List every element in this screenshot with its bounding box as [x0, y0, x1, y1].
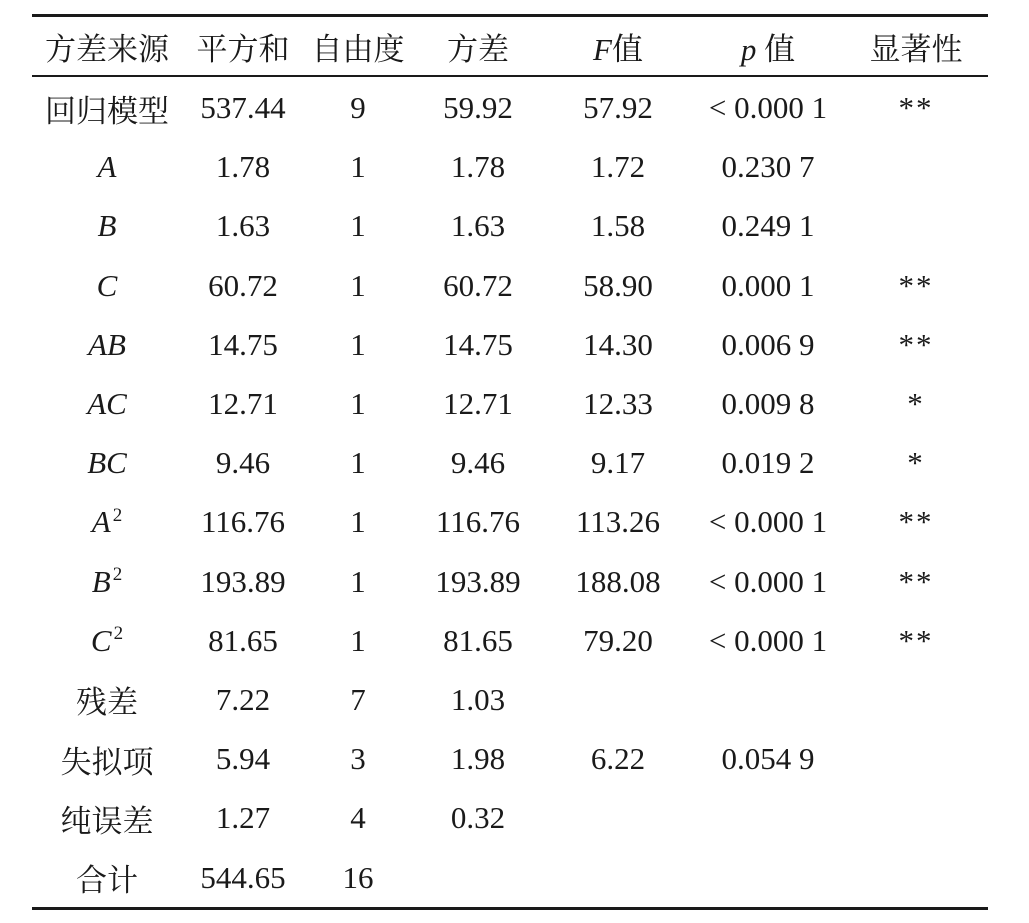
cell-p-value: < 0.000 1 — [708, 563, 828, 599]
table-row — [32, 493, 988, 552]
cell-f-value: 6.22 — [590, 741, 646, 777]
cell-p-value: 0.249 1 — [721, 208, 815, 244]
cell-mean-square: 116.76 — [435, 504, 521, 540]
anova-table-body — [32, 77, 988, 908]
cell-sum-of-squares: 116.76 — [200, 504, 286, 540]
source-label: B — [91, 563, 111, 599]
cell-df: 3 — [350, 741, 366, 777]
header-f-symbol: F — [593, 31, 612, 67]
cell-sum-of-squares: 1.27 — [215, 800, 271, 836]
cell-sum-of-squares: 81.65 — [208, 622, 278, 658]
cell-significance: ** — [898, 563, 934, 599]
source-label: AB — [88, 326, 126, 362]
cell-sum-of-squares: 1.78 — [215, 149, 271, 185]
cell-mean-square: 14.75 — [443, 326, 513, 362]
cell-significance: * — [907, 445, 925, 481]
cell-significance: ** — [898, 504, 934, 540]
cell-f-value: 9.17 — [590, 445, 646, 481]
cell-df: 1 — [350, 149, 366, 185]
cell-sum-of-squares: 544.65 — [200, 859, 286, 895]
cell-sum-of-squares: 9.46 — [215, 445, 271, 481]
cell-source — [32, 848, 182, 907]
cell-source — [32, 730, 182, 789]
source-label: 合计 — [76, 863, 138, 899]
cell-f-value — [544, 670, 692, 729]
cell-p-value — [692, 789, 844, 848]
header-sum-of-squares: 平方和 — [196, 31, 290, 67]
table-row — [32, 197, 988, 256]
cell-mean-square: 81.65 — [443, 622, 513, 658]
cell-sum-of-squares: 14.75 — [208, 326, 278, 362]
header-f-suffix: 值 — [611, 31, 643, 67]
cell-f-value: 58.90 — [583, 267, 653, 303]
cell-source — [32, 611, 182, 670]
table-row — [32, 77, 988, 138]
source-superscript: 2 — [112, 505, 123, 527]
cell-df: 1 — [350, 267, 366, 303]
table-body — [32, 77, 988, 908]
cell-mean-square: 9.46 — [450, 445, 506, 481]
header-p-symbol: p — [740, 31, 757, 67]
cell-mean-square: 12.71 — [443, 386, 513, 422]
cell-p-value: 0.230 7 — [721, 149, 815, 185]
header-p-value — [692, 17, 844, 75]
source-superscript: 2 — [113, 623, 124, 645]
table-row — [32, 611, 988, 670]
cell-df: 9 — [350, 90, 366, 126]
cell-significance — [844, 789, 988, 848]
cell-significance — [844, 197, 988, 256]
cell-f-value: 14.30 — [583, 326, 653, 362]
cell-source — [32, 256, 182, 315]
table-row — [32, 138, 988, 197]
cell-source — [32, 552, 182, 611]
cell-source — [32, 315, 182, 374]
cell-p-value — [692, 848, 844, 907]
anova-table-container — [32, 14, 988, 910]
source-label: 回归模型 — [45, 93, 169, 129]
cell-df: 1 — [350, 208, 366, 244]
cell-df: 1 — [350, 622, 366, 658]
cell-p-value: 0.009 8 — [721, 386, 815, 422]
cell-source — [32, 670, 182, 729]
cell-f-value: 188.08 — [575, 563, 661, 599]
cell-p-value: < 0.000 1 — [708, 504, 828, 540]
header-row — [32, 17, 988, 75]
source-label: BC — [87, 445, 127, 481]
source-label: 残差 — [76, 685, 138, 721]
table-row — [32, 315, 988, 374]
cell-p-value: 0.054 9 — [721, 741, 815, 777]
cell-df: 1 — [350, 386, 366, 422]
cell-df: 1 — [350, 445, 366, 481]
cell-p-value: < 0.000 1 — [708, 622, 828, 658]
cell-f-value: 12.33 — [583, 386, 653, 422]
source-label: B — [97, 208, 117, 244]
table-header — [32, 17, 988, 75]
source-label: 纯误差 — [60, 803, 154, 839]
cell-significance — [844, 848, 988, 907]
cell-significance: ** — [898, 622, 934, 658]
cell-source — [32, 77, 182, 138]
cell-f-value: 1.58 — [590, 208, 646, 244]
cell-significance: ** — [898, 90, 934, 126]
cell-source — [32, 493, 182, 552]
cell-significance — [844, 730, 988, 789]
cell-f-value: 113.26 — [575, 504, 661, 540]
cell-df: 7 — [350, 681, 366, 717]
cell-df: 1 — [350, 563, 366, 599]
cell-df: 4 — [350, 800, 366, 836]
cell-source — [32, 197, 182, 256]
source-label: 失拟项 — [60, 744, 154, 780]
header-mean-square: 方差 — [447, 31, 509, 67]
cell-df: 16 — [342, 859, 374, 895]
cell-mean-square: 1.78 — [450, 149, 506, 185]
cell-df: 1 — [350, 326, 366, 362]
cell-mean-square: 60.72 — [443, 267, 513, 303]
source-label: C — [96, 267, 118, 303]
cell-significance: ** — [898, 326, 934, 362]
cell-p-value: 0.006 9 — [721, 326, 815, 362]
cell-mean-square: 1.03 — [450, 681, 506, 717]
table-row — [32, 434, 988, 493]
cell-mean-square: 0.32 — [450, 800, 506, 836]
cell-sum-of-squares: 537.44 — [200, 90, 286, 126]
cell-f-value — [544, 789, 692, 848]
cell-mean-square: 1.63 — [450, 208, 506, 244]
bottom-rule — [32, 907, 988, 910]
table-row — [32, 374, 988, 433]
cell-mean-square: 1.98 — [450, 741, 506, 777]
cell-p-value: 0.000 1 — [721, 267, 815, 303]
source-label: A — [97, 149, 117, 185]
table-row — [32, 670, 988, 729]
source-superscript: 2 — [112, 564, 123, 586]
cell-significance — [844, 138, 988, 197]
cell-sum-of-squares: 60.72 — [208, 267, 278, 303]
cell-sum-of-squares: 12.71 — [208, 386, 278, 422]
cell-p-value — [692, 670, 844, 729]
cell-mean-square — [412, 848, 544, 907]
header-f-value — [544, 17, 692, 75]
header-df: 自由度 — [311, 31, 405, 67]
table-row — [32, 256, 988, 315]
anova-table — [32, 17, 988, 75]
cell-source — [32, 374, 182, 433]
header-p-suffix: 值 — [764, 31, 796, 67]
source-label: C — [90, 622, 112, 658]
table-row — [32, 730, 988, 789]
cell-sum-of-squares: 1.63 — [215, 208, 271, 244]
cell-f-value — [544, 848, 692, 907]
source-label: A — [91, 504, 111, 540]
cell-sum-of-squares: 5.94 — [215, 741, 271, 777]
cell-f-value: 79.20 — [583, 622, 653, 658]
cell-sum-of-squares: 193.89 — [200, 563, 286, 599]
cell-f-value: 1.72 — [590, 149, 646, 185]
cell-f-value: 57.92 — [583, 90, 653, 126]
cell-p-value: 0.019 2 — [721, 445, 815, 481]
cell-sum-of-squares: 7.22 — [215, 681, 271, 717]
table-row — [32, 848, 988, 907]
cell-p-value: < 0.000 1 — [708, 90, 828, 126]
source-label: AC — [87, 386, 127, 422]
cell-significance — [844, 670, 988, 729]
cell-df: 1 — [350, 504, 366, 540]
table-row — [32, 789, 988, 848]
cell-significance: * — [907, 386, 925, 422]
cell-source — [32, 434, 182, 493]
header-source: 方差来源 — [45, 31, 169, 67]
cell-mean-square: 59.92 — [443, 90, 513, 126]
cell-mean-square: 193.89 — [435, 563, 521, 599]
header-significance: 显著性 — [869, 31, 963, 67]
table-row — [32, 552, 988, 611]
cell-source — [32, 789, 182, 848]
cell-source — [32, 138, 182, 197]
cell-significance: ** — [898, 267, 934, 303]
